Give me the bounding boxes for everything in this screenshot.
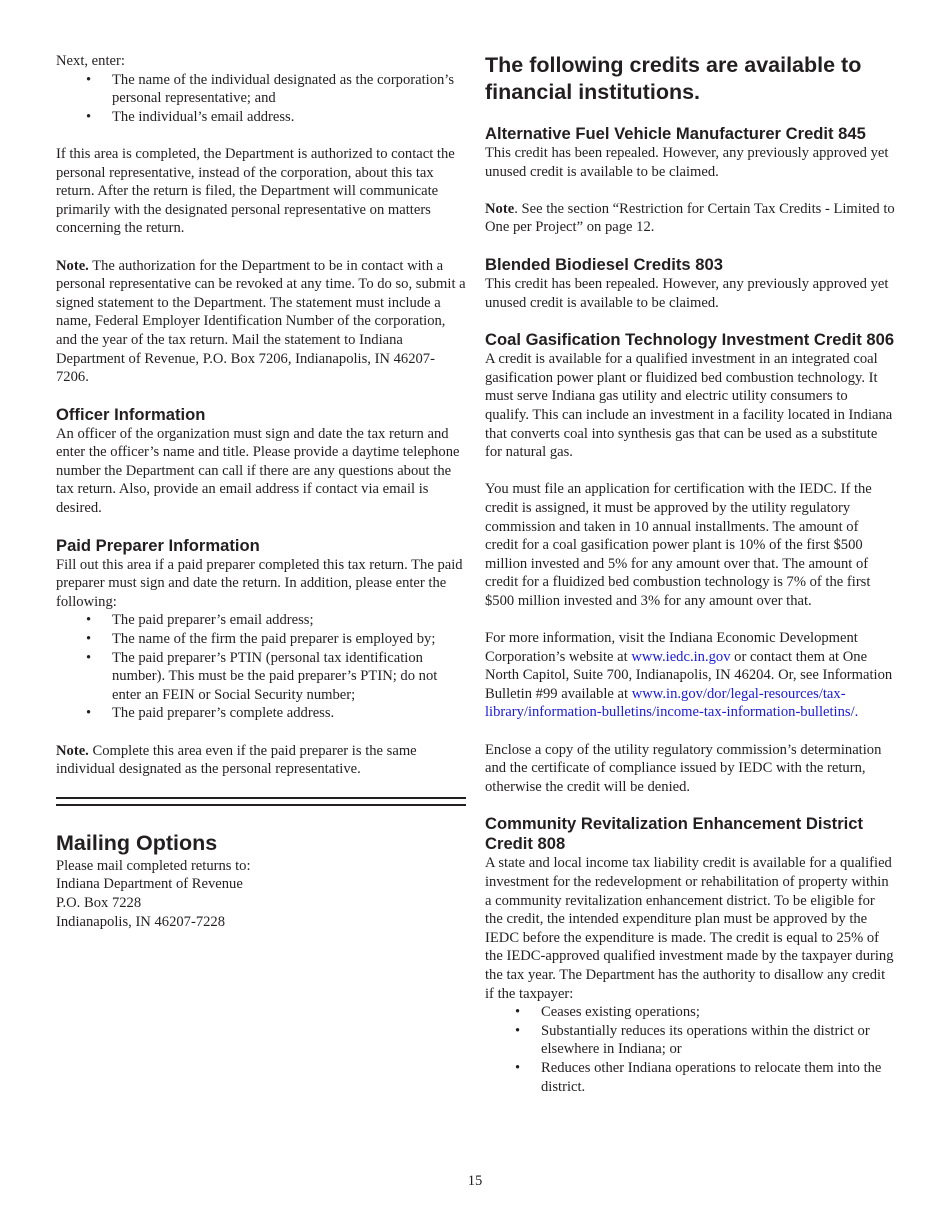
revocation-note xyxy=(56,257,466,387)
community-revitalization-bullet-list xyxy=(485,1003,895,1096)
mailing-line: Please mail completed returns to: xyxy=(56,857,251,874)
list-item: • The name of the firm the paid preparer is employed by; xyxy=(56,630,466,649)
blended-biodiesel-text: This credit has been repealed. However, any previously approved yet unused credit is available to be claimed. xyxy=(485,275,889,311)
page-number: 15 xyxy=(467,1173,483,1189)
coal-gasification-application: You must file an application for certification with the IEDC. If the credit is assigned, it must be approved by the utility regulatory commission and taken in 10 annual installments. The amount of credit for a coal gasification power plant is 10% of the first $500 million invested and 5% for any amount over that. The amount of credit for a fluidized bed combustion technology is 7% of the first $500 million invested and 3% for any amount over that. xyxy=(485,481,872,609)
left-column xyxy=(56,52,466,931)
alternative-fuel-heading: Alternative Fuel Vehicle Manufacturer Credit 845 xyxy=(485,124,866,143)
intro-text: Next, enter: xyxy=(56,53,125,69)
intro-bullet-list xyxy=(56,71,466,127)
list-item: • Substantially reduces its operations within the district or elsewhere in Indiana; or xyxy=(485,1022,895,1059)
mailing-line: Indiana Department of Revenue xyxy=(56,876,243,893)
list-item: • Reduces other Indiana operations to relocate them into the district. xyxy=(485,1059,895,1096)
section-divider xyxy=(56,797,466,806)
info-text: For more information, visit the Indiana Economic Development Corporation’s website at xyxy=(485,630,858,665)
paid-preparer-heading: Paid Preparer Information xyxy=(56,535,260,555)
alternative-fuel-note xyxy=(485,200,895,237)
list-item: • Ceases existing operations; xyxy=(485,1003,895,1022)
paid-preparer-bullet-list xyxy=(56,611,466,723)
authorization-paragraph: If this area is completed, the Department is authorized to contact the personal representative, instead of the corporation, about this tax return. After the return is filed, the Department will communicate primarily with the designated personal representative on matters concerning the return. xyxy=(56,145,455,237)
alternative-fuel-text: This credit has been repealed. However, any previously approved yet unused credit is available to be claimed. xyxy=(485,145,889,180)
officer-information-text: An officer of the organization must sign and date the tax return and enter the officer’s name and title. Please provide a daytime telephone number the Department can call if there are any questions about the tax return. Also, provide an email address if contact via email is desired. xyxy=(56,425,460,517)
note-label: Note. xyxy=(56,257,89,274)
mailing-line: Indianapolis, IN 46207-7228 xyxy=(56,913,226,930)
note-label: Note. xyxy=(56,742,89,759)
mailing-options-heading: Mailing Options xyxy=(56,830,218,855)
officer-information-heading: Officer Information xyxy=(56,404,206,424)
list-item: • The individual’s email address. xyxy=(56,108,466,127)
list-item: • The paid preparer’s email address; xyxy=(56,611,466,630)
note-text: . See the section “Restriction for Certain Tax Credits - Limited to One per Project” on page 12. xyxy=(485,200,895,236)
note-text: Complete this area even if the paid preparer is the same individual designated as the personal representative. xyxy=(56,742,417,778)
information-bulletin-link[interactable]: www.in.gov/dor/legal-resources/tax-library/information-bulletins/income-tax-information-bulletins/ xyxy=(485,685,855,721)
coal-gasification-enclose: Enclose a copy of the utility regulatory commission’s determination and the certificate of compliance issued by IEDC with the return, otherwise the credit will be denied. xyxy=(485,741,882,795)
info-text: . xyxy=(854,704,859,721)
coal-gasification-heading: Coal Gasification Technology Investment Credit 806 xyxy=(485,330,895,350)
note-label: Note xyxy=(485,200,515,217)
blended-biodiesel-heading: Blended Biodiesel Credits 803 xyxy=(485,254,723,274)
note-text: The authorization for the Department to be in contact with a personal representative can be revoked at any time. To do so, submit a signed statement to the Department. The statement must include a name, Federal Employer Identification Number of the corporation, and the year of the tax return. Mail the statement to Indiana Department of Revenue, P.O. Box 7206, Indianapolis, IN 46207-7206. xyxy=(56,257,466,386)
list-item: • The name of the individual designated as the corporation’s personal representative; and xyxy=(56,71,466,108)
paid-preparer-note xyxy=(56,742,466,779)
credits-main-heading: The following credits are available to financial institutions. xyxy=(485,53,862,104)
paid-preparer-text: Fill out this area if a paid preparer completed this tax return. The paid preparer must sign and date the return. In addition, please enter the following: xyxy=(56,556,463,610)
community-revitalization-text: A state and local income tax liability credit is available for a qualified investment for the redevelopment or rehabilitation of property within a community revitalization enhancement district. To be eligible for the credit, the intended expenditure plan must be approved by the IEDC before the expenditure is made. The credit is equal to 25% of the IEDC-approved qualified investment made by the taxpayer during the tax year. The Department has the authority to disallow any credit if the taxpayer: xyxy=(485,855,894,1002)
iedc-website-link[interactable]: www.iedc.in.gov xyxy=(631,648,731,665)
mailing-line: P.O. Box 7228 xyxy=(56,894,142,911)
community-revitalization-heading: Community Revitalization Enhancement District Credit 808 xyxy=(485,814,864,854)
coal-gasification-info xyxy=(485,629,895,722)
right-column xyxy=(485,52,895,1096)
list-item: • The paid preparer’s PTIN (personal tax identification number). This must be the paid preparer’s PTIN; do not enter an FEIN or Social Security number; xyxy=(56,649,466,705)
info-text: or contact them at One North Capitol, Suite 700, Indianapolis, IN 46204. Or, see Information Bulletin #99 available at xyxy=(485,648,893,702)
list-item: • The paid preparer’s complete address. xyxy=(56,704,466,723)
coal-gasification-text: A credit is available for a qualified investment in an integrated coal gasification power plant or fluidized bed combustion technology. It must serve Indiana gas utility and electric utility consumers to qualify. This can include an investment in a facility located in Indiana that converts coal into synthesis gas that can be used as a substitute for natural gas. xyxy=(485,351,893,461)
